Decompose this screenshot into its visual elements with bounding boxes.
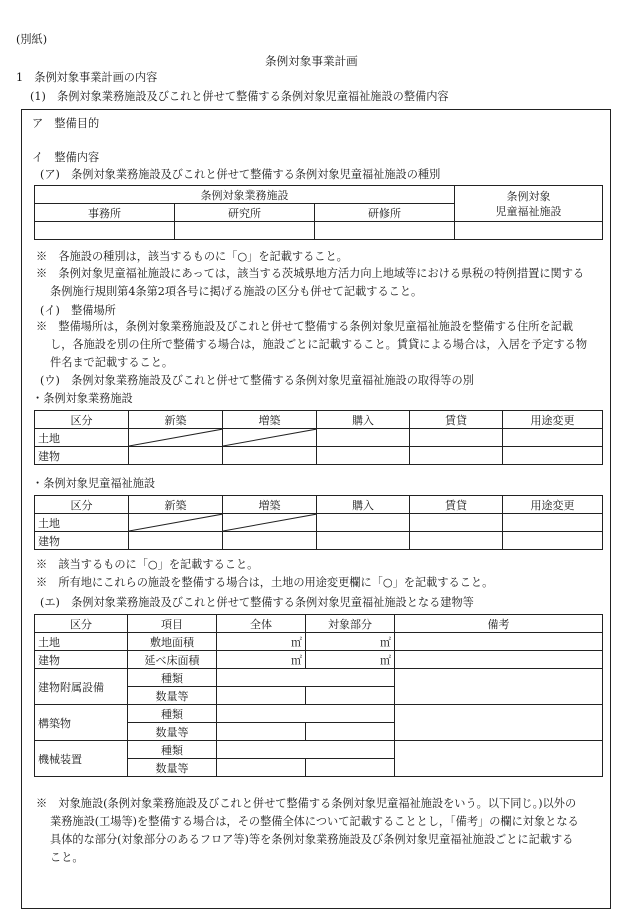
quantity-label: 数量等 bbox=[128, 687, 217, 705]
table-cell[interactable] bbox=[223, 532, 317, 550]
lab-header: 研究所 bbox=[175, 204, 315, 222]
facility-type-table bbox=[34, 185, 603, 240]
business-acquisition-table bbox=[34, 410, 603, 465]
table-cell[interactable] bbox=[223, 447, 317, 465]
row-label-facility: 建物附属設備 bbox=[35, 669, 128, 705]
child-welfare-facility-label: ・条例対象児童福祉施設 bbox=[32, 477, 156, 490]
table-cell[interactable] bbox=[317, 447, 410, 465]
note-other-facility-line1: ※ 対象施設(条例対象業務施設及びこれと併せて整備する条例対象児童福祉施設をいう。以下同じ。)以外の bbox=[36, 797, 577, 810]
col-header: 備考 bbox=[395, 615, 603, 633]
col-header: 項目 bbox=[128, 615, 217, 633]
note-type-marking: ※ 各施設の種別は，該当するものに「○」を記載すること。 bbox=[36, 250, 348, 263]
target-unit[interactable]: ㎡ bbox=[306, 633, 395, 651]
row-label-building: 建物 bbox=[35, 651, 128, 669]
table-cell[interactable] bbox=[317, 514, 410, 532]
kind-label: 種類 bbox=[128, 741, 217, 759]
note-child-welfare-line2: 条例施行規則第4条第2項各号に掲げる施設の区分も併せて記載すること。 bbox=[50, 285, 423, 298]
table-cell[interactable] bbox=[395, 741, 603, 777]
kind-label: 種類 bbox=[128, 705, 217, 723]
col-header: 対象部分 bbox=[306, 615, 395, 633]
section-1-heading: 1 条例対象事業計画の内容 bbox=[16, 71, 158, 84]
table-cell[interactable] bbox=[395, 705, 603, 741]
table-cell[interactable] bbox=[129, 532, 223, 550]
quantity-label: 数量等 bbox=[128, 723, 217, 741]
table-cell[interactable] bbox=[217, 759, 306, 777]
table-cell[interactable] bbox=[455, 222, 603, 240]
business-facility-label: ・条例対象業務施設 bbox=[32, 392, 133, 405]
table-cell[interactable] bbox=[503, 447, 603, 465]
col-header: 区分 bbox=[35, 615, 128, 633]
col-header: 購入 bbox=[317, 411, 410, 429]
facility-type-heading: (ア) 条例対象業務施設及びこれと併せて整備する条例対象児童福祉施設の種別 bbox=[40, 168, 441, 181]
training-header: 研修所 bbox=[315, 204, 455, 222]
table-cell[interactable] bbox=[306, 723, 395, 741]
total-unit[interactable]: ㎡ bbox=[217, 633, 306, 651]
floor-area-label: 延べ床面積 bbox=[128, 651, 217, 669]
table-cell[interactable] bbox=[317, 429, 410, 447]
diagonal-strike bbox=[129, 429, 223, 446]
table-cell[interactable] bbox=[175, 222, 315, 240]
table-cell[interactable] bbox=[217, 723, 306, 741]
child-welfare-header-line1: 条例対象 bbox=[506, 189, 551, 203]
table-cell[interactable] bbox=[129, 447, 223, 465]
business-facility-header: 条例対象業務施設 bbox=[35, 186, 455, 204]
table-cell[interactable] bbox=[395, 633, 603, 651]
row-label-land: 土地 bbox=[35, 514, 129, 532]
page-title: 条例対象事業計画 bbox=[265, 54, 358, 68]
table-cell[interactable] bbox=[503, 532, 603, 550]
location-heading: (イ) 整備場所 bbox=[40, 304, 116, 317]
diagonal-strike bbox=[223, 514, 317, 531]
note-location-line3: 件名まで記載すること。 bbox=[50, 356, 174, 369]
col-header: 区分 bbox=[35, 411, 129, 429]
disabled-cell bbox=[223, 514, 317, 532]
kind-label: 種類 bbox=[128, 669, 217, 687]
row-label-structure: 構築物 bbox=[35, 705, 128, 741]
row-label-building: 建物 bbox=[35, 532, 129, 550]
acquisition-heading: (ウ) 条例対象業務施設及びこれと併せて整備する条例対象児童福祉施設の取得等の別 bbox=[40, 374, 474, 387]
diagonal-strike bbox=[129, 514, 223, 531]
table-cell[interactable] bbox=[315, 222, 455, 240]
site-area-label: 敷地面積 bbox=[128, 633, 217, 651]
section-1-1-heading: (1) 条例対象業務施設及びこれと併せて整備する条例対象児童福祉施設の整備内容 bbox=[30, 90, 449, 103]
note-other-facility-line2: 業務施設(工場等)を整備する場合は，その整備全体について記載することとし，「備考」の欄に対象となる bbox=[50, 815, 579, 828]
col-header: 賃貸 bbox=[410, 411, 503, 429]
disabled-cell bbox=[129, 514, 223, 532]
table-cell[interactable] bbox=[306, 687, 395, 705]
table-cell[interactable] bbox=[410, 532, 503, 550]
col-header: 増築 bbox=[223, 411, 317, 429]
col-header: 購入 bbox=[317, 496, 410, 514]
target-unit[interactable]: ㎡ bbox=[306, 651, 395, 669]
table-cell[interactable] bbox=[217, 669, 395, 687]
table-cell[interactable] bbox=[317, 532, 410, 550]
note-location-line2: し，各施設を別の住所で整備する場合は，施設ごとに記載すること。賃貸による場合は，入居を予定する物 bbox=[50, 338, 588, 351]
note-child-welfare-line1: ※ 条例対象児童福祉施設にあっては，該当する茨城県地方活力向上地域等における県税の特例措置に関する bbox=[36, 267, 585, 280]
table-cell[interactable] bbox=[35, 222, 175, 240]
table-cell[interactable] bbox=[503, 429, 603, 447]
col-header: 全体 bbox=[217, 615, 306, 633]
office-header: 事務所 bbox=[35, 204, 175, 222]
note-owned-land: ※ 所有地にこれらの施設を整備する場合は，土地の用途変更欄に「○」を記載すること。 bbox=[36, 576, 494, 589]
col-header: 増築 bbox=[223, 496, 317, 514]
table-cell[interactable] bbox=[395, 669, 603, 705]
total-unit[interactable]: ㎡ bbox=[217, 651, 306, 669]
table-cell[interactable] bbox=[217, 687, 306, 705]
note-mark-applicable: ※ 該当するものに「○」を記載すること。 bbox=[36, 558, 259, 571]
note-other-facility-line3: 具体的な部分(対象部分のあるフロア等)等を条例対象業務施設及び条例対象児童福祉施設ごとに記載する bbox=[50, 833, 574, 846]
col-header: 用途変更 bbox=[503, 496, 603, 514]
purpose-heading: ア 整備目的 bbox=[32, 117, 100, 130]
col-header: 賃貸 bbox=[410, 496, 503, 514]
table-cell[interactable] bbox=[395, 651, 603, 669]
table-cell[interactable] bbox=[306, 759, 395, 777]
table-cell[interactable] bbox=[410, 429, 503, 447]
row-label-land: 土地 bbox=[35, 429, 129, 447]
table-cell[interactable] bbox=[217, 741, 395, 759]
row-label-land: 土地 bbox=[35, 633, 128, 651]
col-header: 用途変更 bbox=[503, 411, 603, 429]
table-cell[interactable] bbox=[503, 514, 603, 532]
row-label-machine: 機械装置 bbox=[35, 741, 128, 777]
buildings-table bbox=[34, 614, 603, 777]
appendix-label: (別紙) bbox=[16, 33, 48, 46]
child-welfare-acquisition-table bbox=[34, 495, 603, 550]
content-heading: イ 整備内容 bbox=[32, 151, 100, 164]
col-header: 区分 bbox=[35, 496, 129, 514]
quantity-label: 数量等 bbox=[128, 759, 217, 777]
disabled-cell bbox=[129, 429, 223, 447]
table-cell[interactable] bbox=[217, 705, 395, 723]
disabled-cell bbox=[223, 429, 317, 447]
table-cell[interactable] bbox=[410, 447, 503, 465]
row-label-building: 建物 bbox=[35, 447, 129, 465]
note-location-line1: ※ 整備場所は，条例対象業務施設及びこれと併せて整備する条例対象児童福祉施設を整備する住所を記載 bbox=[36, 320, 574, 333]
diagonal-strike bbox=[223, 429, 317, 446]
buildings-heading: (エ) 条例対象業務施設及びこれと併せて整備する条例対象児童福祉施設となる建物等 bbox=[40, 596, 474, 609]
note-other-facility-line4: こと。 bbox=[50, 851, 84, 864]
col-header: 新築 bbox=[129, 411, 223, 429]
table-cell[interactable] bbox=[410, 514, 503, 532]
child-welfare-header bbox=[455, 186, 603, 222]
child-welfare-header-line2: 児童福祉施設 bbox=[495, 204, 562, 218]
col-header: 新築 bbox=[129, 496, 223, 514]
